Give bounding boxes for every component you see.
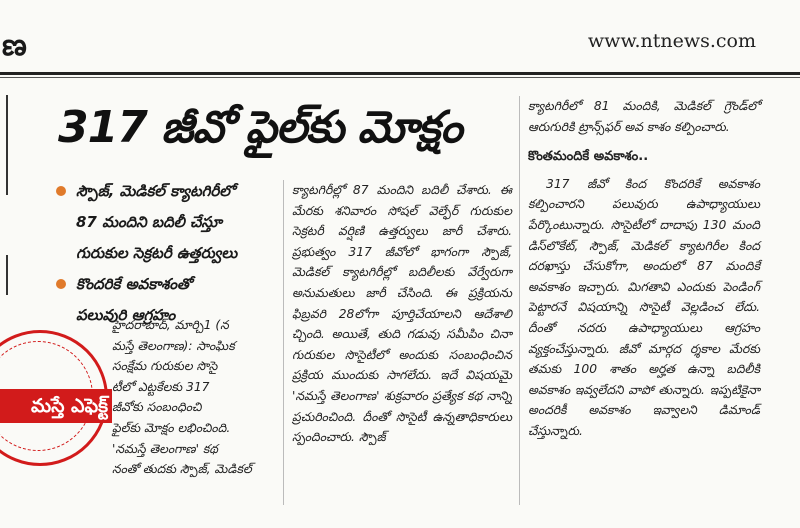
highlight-text: గురుకుల సెక్రటరీ ఉత్తర్వులు <box>76 244 238 262</box>
column-line: హైదరాబాద్‌, మార్చి1 (న <box>112 318 229 332</box>
column-text: క్యాటగిరీల్లో 87 మందిని బదిలీ చేశారు. ఈ మేరకు శనివారం సోషల్‌ వెల్ఫేర్‌ గురుకుల సెక్రటరీ వర్షిణి ఉత్తర్వులు జారీ చేశారు. ప్రభుత్వం 317 జీవోలో భాగంగా స్పౌజ్‌, మెడికల్‌ క్యాటగిరీల్లో బదిలీలకు వేర్వేరుగా అనుమతులు జారీ చేసింది. ఈ ప్రక్రియను ఫిబ్రవరి 28లోగా పూర్తిచేయాలని ఆదేశాలి చ్చింది. అయితే, తుది గడువు సమీపిం చినా గురుకుల సొసైటీలో అందుకు సంబంధించిన ప్రక్రియ ముందుకు సాగలేదు. ఇదే విషయమై 'నమస్తే తెలంగాణ' శుక్రవారం ప్రత్యేక కథ నాన్ని ప్రచురించింది. దీంతో సొసైటీ ఉన్నతాధికారులు స్పందించారు. స్పౌజ్‌ <box>292 183 512 445</box>
column-line: మస్తే తెలంగాణ): సాంఘిక <box>112 338 235 353</box>
highlight-text: కొందరికే అవకాశంతో <box>76 275 192 293</box>
highlights-list <box>56 178 286 333</box>
column-line: ఫైల్‌కు మోక్షం లభించింది. <box>112 420 231 435</box>
highlight-item <box>56 240 286 266</box>
masthead-rule-thin <box>0 77 800 78</box>
column-line: 'నమస్తే తెలంగాణ' కథ <box>112 441 218 456</box>
highlight-item <box>56 209 286 235</box>
article-column-1 <box>112 315 274 480</box>
column-line: జీవోకు సంబంధించి <box>112 400 202 415</box>
column-intro: క్యాటగిరీలో 81 మందికి, మెడికల్‌ గ్రౌండ్‌లో ఆరుగురికి ట్రాన్స్‌ఫర్‌ అవ కాశం కల్పించారు. <box>528 99 760 134</box>
highlight-text: 87 మందిని బదిలీ చేస్తూ <box>76 213 222 231</box>
previous-article-edge-lower <box>0 255 8 295</box>
column-divider <box>283 180 284 505</box>
column-text: 317 జీవో కింద కొందరికే అవకాశం కల్పించారని పలువురు ఉపాధ్యాయులు పేర్కొంటున్నారు. సొసైటీలో దాదాపు 130 మంది డిస్‌లొకేట్‌, స్పౌజ్‌, మెడికల్‌ క్యాటగిరీల కింద దరఖాస్తు చేసుకోగా, అందులో 87 మందికే అవకాశం ఇచ్చారు. మిగతావి ఎందుకు పెండింగ్‌ పెట్టారనే విషయాన్ని సొసైటీ వెల్లడించ లేదు. దీంతో నదరు ఉపాధ్యాయులు ఆగ్రహం వ్యక్తంచేస్తున్నారు. జీవో మార్గద ర్శకాల మేరకు తమకు 100 శాతం అర్హత ఉన్నా బదిలీకి అవకాశం ఇవ్వలేదని వాపో తున్నారు. ఇప్పటికైనా అందరికీ అవకాశం ఇవ్వాలని డిమాండ్‌ చేస్తున్నారు. <box>528 176 760 438</box>
article-column-3 <box>528 96 760 442</box>
highlight-item <box>56 178 286 204</box>
masthead <box>0 0 800 80</box>
masthead-title-fragment: ణ <box>2 28 27 63</box>
highlight-item <box>56 271 286 297</box>
column-line: టీలో ఎట్టకేలకు 317 <box>112 379 210 394</box>
website-url[interactable]: www.ntnews.com <box>587 30 756 52</box>
highlight-text: స్పౌజ్‌, మెడికల్‌ క్యాటగిరీలో <box>76 182 235 200</box>
previous-article-edge <box>0 95 8 195</box>
article-headline: 317 జీవో ఫైల్‌కు మోక్షం <box>58 102 462 153</box>
bullet-dot-icon <box>56 186 66 196</box>
column-line: సంక్షేమ గురుకుల సొసై <box>112 359 218 374</box>
section-subhead: కొంతమందికే అవకాశం.. <box>528 149 649 165</box>
article-column-2 <box>292 180 512 448</box>
column-line: నంతో తుదకు స్పౌజ్‌, మెడికల్‌ <box>112 462 252 477</box>
masthead-rule <box>0 72 800 75</box>
column-divider <box>519 96 520 505</box>
stamp-label: మస్తే ఎఫెక్ట్ <box>0 389 112 423</box>
highlight-text: పలువురి ఆగ్రహం <box>76 306 176 324</box>
bullet-dot-icon <box>56 279 66 289</box>
